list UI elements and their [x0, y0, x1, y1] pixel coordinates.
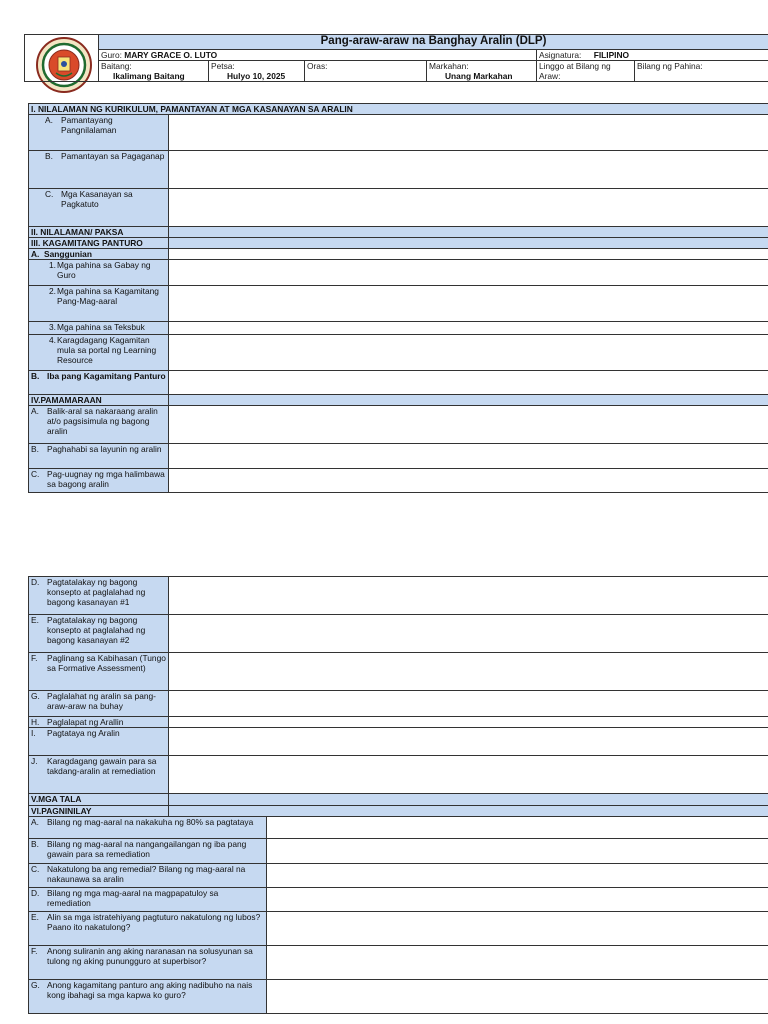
- lesson-plan-table-page1: [28, 103, 768, 493]
- sec4-item-d: D. Pagtatalakay ng bagong konsepto at paglalahad ng bagong kasanayan #1: [29, 577, 169, 615]
- asignatura-cell: Asignatura: FILIPINO: [537, 50, 768, 61]
- sec3-item-4-content[interactable]: [169, 335, 768, 371]
- linggo-cell: Linggo at Bilang ng Araw:: [537, 61, 635, 82]
- sec6-item-g-content[interactable]: [267, 980, 768, 1014]
- section-2-title: II. NILALAMAN/ PAKSA: [29, 227, 169, 238]
- sec3-item-1-content[interactable]: [169, 260, 768, 286]
- baitang-cell: Baitang: Ikalimang Baitang: [99, 61, 209, 82]
- lesson-plan-table-page2: [28, 576, 768, 817]
- sec3-item-1: 1. Mga pahina sa Gabay ng Guro: [29, 260, 169, 286]
- sec4-item-h: H. Paglalapat ng Arallin: [29, 717, 169, 728]
- sec3-item-b-content[interactable]: [169, 371, 768, 395]
- page-title: Pang-araw-araw na Banghay Aralin (DLP): [99, 35, 768, 50]
- markahan-cell: Markahan: Unang Markahan: [427, 61, 537, 82]
- sec4-item-j-content[interactable]: [169, 756, 768, 794]
- sec4-item-a-content[interactable]: [169, 406, 768, 444]
- sec1-item-c: C. Mga Kasanayan sa Pagkatuto: [29, 189, 169, 227]
- sec3-item-3: 3. Mga pahina sa Teksbuk: [29, 322, 169, 335]
- sec4-item-b: B. Paghahabi sa layunin ng aralin: [29, 444, 169, 469]
- sec4-item-c-content[interactable]: [169, 469, 768, 493]
- sec4-item-i: I. Pagtataya ng Aralin: [29, 728, 169, 756]
- sec3-item-2: 2. Mga pahina sa Kagamitang Pang-Mag-aaral: [29, 286, 169, 322]
- sec3-item-3-content[interactable]: [169, 322, 768, 335]
- sec6-item-c: C. Nakatulong ba ang remedial? Bilang ng mag-aaral na nakaunawa sa aralin: [29, 864, 267, 888]
- bilang-pahina-cell: Bilang ng Pahina:: [635, 61, 768, 82]
- subject-value: FILIPINO: [593, 50, 630, 60]
- sec6-item-e-content[interactable]: [267, 912, 768, 946]
- sec6-item-f: F. Anong suliranin ang aking naranasan na solusyunan sa tulong ng aking punungguro at superbisor?: [29, 946, 267, 980]
- teacher-name: MARY GRACE O. LUTO: [124, 50, 218, 60]
- pagninilay-table: [28, 816, 768, 1014]
- sec3-item-4: 4. Karagdagang Kagamitan mula sa portal ng Learning Resource: [29, 335, 169, 371]
- sec1-item-b-content[interactable]: [169, 151, 768, 189]
- sec4-item-j: J. Karagdagang gawain para sa takdang-aralin at remediation: [29, 756, 169, 794]
- sec6-item-c-content[interactable]: [267, 864, 768, 888]
- section-6-title: VI.PAGNINILAY: [29, 806, 169, 817]
- sec1-item-c-content[interactable]: [169, 189, 768, 227]
- sec4-item-e-content[interactable]: [169, 615, 768, 653]
- oras-cell: Oras:: [305, 61, 427, 82]
- sec6-item-e: E. Alin sa mga istratehiyang pagtuturo nakatulong ng lubos? Paano ito nakatulong?: [29, 912, 267, 946]
- sec6-item-b-content[interactable]: [267, 839, 768, 864]
- sec3-iba-pang-kagamitan: B. Iba pang Kagamitang Panturo: [29, 371, 169, 395]
- section-4-title: IV.PAMAMARAAN: [29, 395, 169, 406]
- sec6-item-a: A. Bilang ng mag-aaral na nakakuha ng 80% sa pagtataya: [29, 817, 267, 839]
- section-1-title: I. NILALAMAN NG KURIKULUM, PAMANTAYAN AT MGA KASANAYAN SA ARALIN: [29, 104, 768, 115]
- sec6-item-b: B. Bilang ng mag-aaral na nangangailangan ng iba pang gawain para sa remediation: [29, 839, 267, 864]
- grade-value: Ikalimang Baitang: [113, 71, 185, 81]
- sec3-item-2-content[interactable]: [169, 286, 768, 322]
- sec1-item-a-content[interactable]: [169, 115, 768, 151]
- sec4-item-a: A. Balik-aral sa nakaraang aralin at/o pagsisimula ng bagong aralin: [29, 406, 169, 444]
- petsa-cell: Petsa: Hulyo 10, 2025: [209, 61, 305, 82]
- sec4-item-h-content[interactable]: [169, 717, 768, 728]
- sec4-item-c: C. Pag-uugnay ng mga halimbawa sa bagong aralin: [29, 469, 169, 493]
- sec6-item-g: G. Anong kagamitang panturo ang aking nadibuho na nais kong ibahagi sa mga kapwa ko guro?: [29, 980, 267, 1014]
- header-table: [24, 34, 768, 82]
- sec4-item-b-content[interactable]: [169, 444, 768, 469]
- section-5-title: V.MGA TALA: [29, 794, 169, 806]
- sec6-item-a-content[interactable]: [267, 817, 768, 839]
- sec3-sanggunian: A. Sanggunian: [29, 249, 169, 260]
- sec6-item-d: D. Bilang ng mga mag-aaral na magpapatuloy sa remediation: [29, 888, 267, 912]
- sec6-item-f-content[interactable]: [267, 946, 768, 980]
- sec4-item-i-content[interactable]: [169, 728, 768, 756]
- logo-cell: [25, 35, 99, 82]
- section-3-title: III. KAGAMITANG PANTURO: [29, 238, 169, 249]
- sec1-item-b: B. Pamantayan sa Pagaganap: [29, 151, 169, 189]
- sec4-item-f-content[interactable]: [169, 653, 768, 691]
- sec4-item-d-content[interactable]: [169, 577, 768, 615]
- sec4-item-g-content[interactable]: [169, 691, 768, 717]
- sec6-item-d-content[interactable]: [267, 888, 768, 912]
- sec1-item-a: A. Pamantayang Pangnilalaman: [29, 115, 169, 151]
- sec4-item-e: E. Pagtatalakay ng bagong konsepto at paglalahad ng bagong kasanayan #2: [29, 615, 169, 653]
- sec4-item-f: F. Paglinang sa Kabihasan (Tungo sa Formative Assessment): [29, 653, 169, 691]
- sec4-item-g: G. Paglalahat ng aralin sa pang-araw-araw na buhay: [29, 691, 169, 717]
- quarter-value: Unang Markahan: [445, 71, 513, 81]
- guro-cell: Guro: MARY GRACE O. LUTO: [99, 50, 537, 61]
- date-value: Hulyo 10, 2025: [227, 71, 286, 81]
